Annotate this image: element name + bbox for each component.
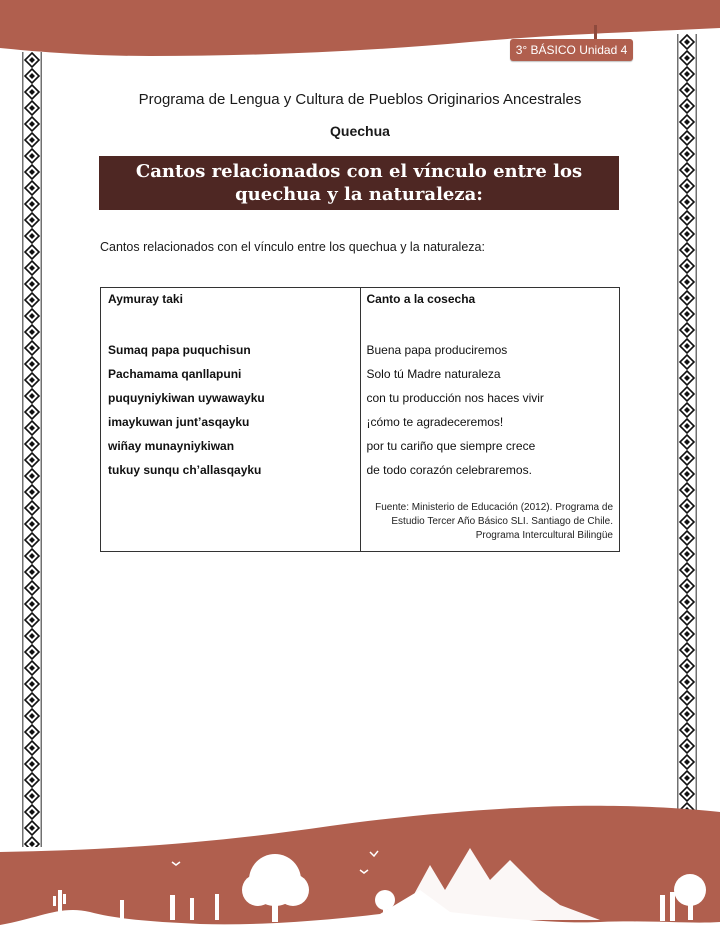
badge-stem [594,25,597,40]
quechua-lyrics [108,338,360,482]
lyric-line: Solo tú Madre naturaleza [366,367,501,381]
lyric-line: Pachamama qanllapuni [108,367,242,381]
lyric-line: wiñay munayniykiwan [108,439,235,453]
source-citation [375,501,613,543]
woven-border-left-icon [22,52,42,847]
lyric-line: Sumaq papa puquchisun [108,343,251,357]
lyric-line: imaykuwan junt’asqayku [108,415,250,429]
lyric-line: ¡cómo te agradeceremos! [366,415,504,429]
footer-landscape-illustration [0,790,720,932]
language-title: Quechua [330,123,390,139]
intro-text: Cantos relacionados con el vínculo entre los quechua y la naturaleza: [100,240,485,254]
lyric-line: de todo corazón celebraremos. [366,463,532,477]
spanish-lyrics [367,338,614,482]
unit-badge: 3° BÁSICO Unidad 4 [510,39,633,61]
section-banner: Cantos relacionados con el vínculo entre los quechua y la naturaleza: [99,156,619,210]
spanish-song-title: Canto a la cosecha [366,292,476,306]
source-line: Fuente: Ministerio de Educación (2012). Programa de [375,502,613,513]
lyric-line: puquyniykiwan uywawayku [108,391,265,405]
lyric-line: por tu cariño que siempre crece [366,439,536,453]
lyric-line: con tu producción nos haces vivir [366,391,544,405]
song-table [100,287,620,552]
quechua-song-column [101,288,361,551]
lyric-line: Buena papa produciremos [366,343,508,357]
source-line: Programa Intercultural Bilingüe [475,530,613,541]
woven-border-right-icon [677,34,697,824]
source-line: Estudio Tercer Año Básico SLI. Santiago de Chile. [391,516,613,527]
lyric-line: tukuy sunqu ch’allasqayku [108,463,262,477]
quechua-song-title: Aymuray taki [108,292,183,306]
program-title: Programa de Lengua y Cultura de Pueblos Originarios Ancestrales [138,91,582,108]
spanish-song-column [361,288,620,551]
